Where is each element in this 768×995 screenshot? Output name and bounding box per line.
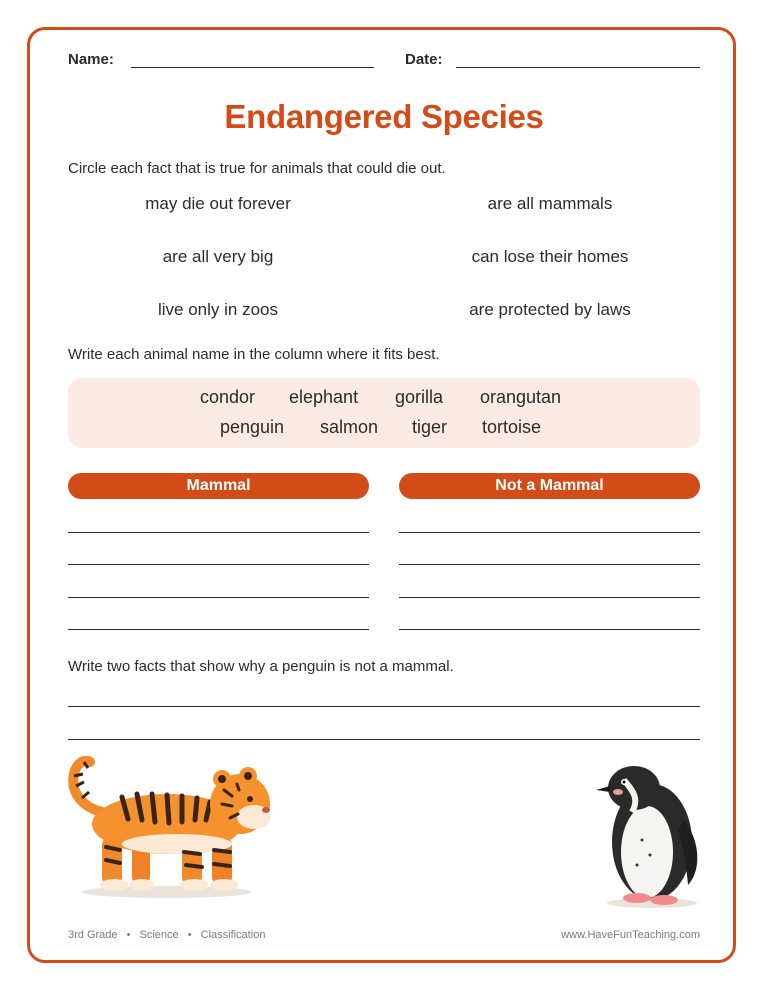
name-label: Name: (68, 51, 114, 68)
fact-option[interactable]: are protected by laws (469, 300, 631, 319)
mammal-answer-line[interactable] (68, 532, 369, 533)
footer-grade: 3rd Grade (68, 929, 118, 941)
word-bank-item: condor (200, 387, 256, 407)
section2-instruction: Write each animal name in the column where it fits best. (68, 346, 440, 363)
footer-subject: Science (139, 929, 179, 941)
word-bank-item: salmon (320, 417, 379, 437)
fact-answer-line[interactable] (68, 706, 700, 707)
tiger-illustration (62, 752, 277, 902)
name-line[interactable] (131, 67, 374, 68)
word-bank-item: tiger (412, 417, 448, 437)
mammal-answer-line[interactable] (68, 629, 369, 630)
footer-topic: Classification (200, 929, 266, 941)
word-bank-item: tortoise (482, 417, 542, 437)
mammal-answer-line[interactable] (68, 597, 369, 598)
bullet-icon: • (187, 929, 192, 941)
column-header-mammal: Mammal (68, 473, 369, 499)
penguin-illustration (592, 760, 707, 910)
fact-option[interactable]: are all very big (162, 247, 274, 266)
fact-option[interactable]: may die out forever (145, 194, 291, 213)
bullet-icon: • (126, 929, 131, 941)
not-mammal-answer-line[interactable] (399, 629, 700, 630)
fact-option[interactable]: are all mammals (487, 194, 613, 213)
not-mammal-answer-line[interactable] (399, 597, 700, 598)
mammal-answer-line[interactable] (68, 564, 369, 565)
word-bank-item: penguin (220, 417, 285, 437)
column-header-not-mammal: Not a Mammal (399, 473, 700, 499)
fact-option[interactable]: live only in zoos (157, 300, 278, 319)
page-title: Endangered Species (224, 98, 544, 135)
not-mammal-answer-line[interactable] (399, 564, 700, 565)
word-bank (68, 378, 700, 448)
date-label: Date: (405, 51, 443, 68)
word-bank-item: orangutan (480, 387, 562, 407)
word-bank-item: elephant (289, 387, 359, 407)
not-mammal-answer-line[interactable] (399, 532, 700, 533)
fact-option[interactable]: can lose their homes (471, 247, 629, 266)
section3-instruction: Write two facts that show why a penguin is not a mammal. (68, 658, 454, 675)
footer-tags (68, 929, 265, 941)
section1-instruction: Circle each fact that is true for animals that could die out. (68, 160, 446, 177)
fact-answer-line[interactable] (68, 739, 700, 740)
date-line[interactable] (456, 67, 700, 68)
footer-website[interactable]: www.HaveFunTeaching.com (561, 929, 700, 941)
word-bank-item: gorilla (395, 387, 444, 407)
